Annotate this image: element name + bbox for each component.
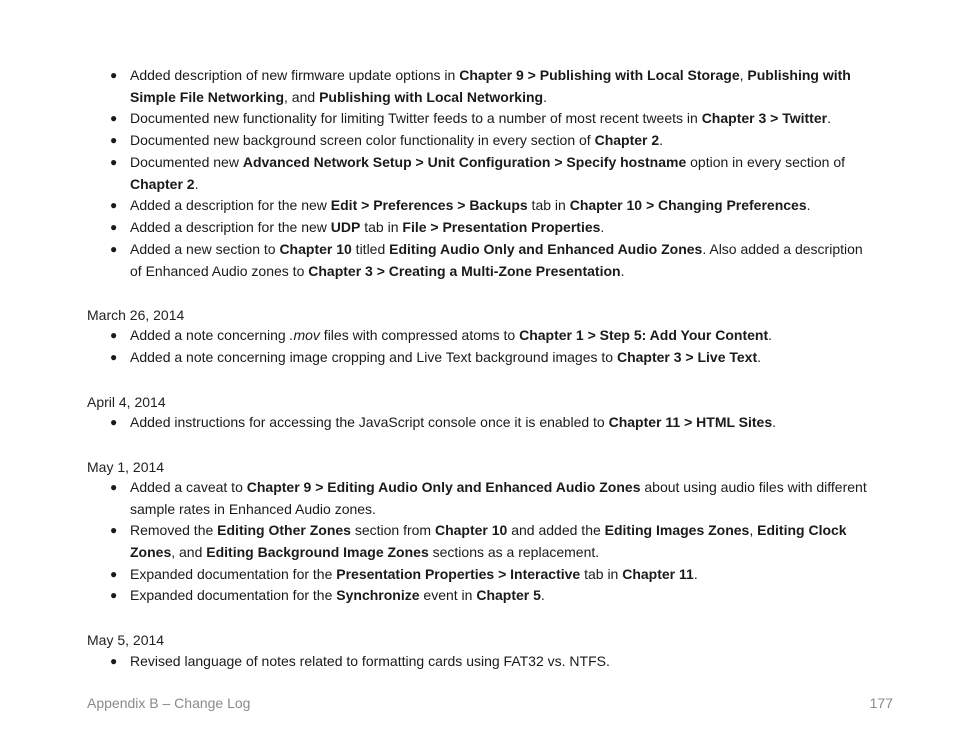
change-item bbox=[110, 108, 870, 130]
bold-reference: Publishing with Local Networking bbox=[319, 88, 544, 105]
bold-reference: Editing Audio Only and Enhanced Audio Zones bbox=[389, 241, 703, 257]
text-run: tab in bbox=[360, 219, 403, 235]
text-run: Removed the bbox=[130, 522, 218, 538]
text-run: Expanded documentation for the bbox=[130, 587, 337, 603]
text-run: files with compressed atoms to bbox=[319, 327, 520, 343]
bold-reference: Advanced Network Setup > Unit Configuration > Specify hostname bbox=[242, 154, 687, 170]
text-run: . bbox=[772, 414, 777, 430]
bullet-icon: ● bbox=[110, 567, 118, 581]
text-run: Added a caveat to bbox=[130, 479, 247, 495]
text-run: . bbox=[757, 349, 762, 365]
change-item bbox=[110, 65, 870, 108]
bold-reference: File > Presentation Properties bbox=[402, 219, 601, 235]
bold-reference: Publishing with Simple File Networking bbox=[130, 67, 851, 105]
text-run: . bbox=[194, 175, 199, 192]
footer-title: Appendix B – Change Log bbox=[87, 695, 251, 711]
change-item bbox=[110, 152, 870, 195]
bold-reference: Chapter 2 bbox=[130, 175, 195, 192]
change-item bbox=[110, 564, 870, 586]
bold-reference: Chapter 3 > Creating a Multi-Zone Presentation bbox=[308, 262, 621, 279]
text-run: . bbox=[543, 88, 547, 105]
section-date: May 5, 2014 bbox=[87, 632, 165, 648]
bold-reference: Chapter 10 > Changing Preferences bbox=[569, 197, 807, 213]
text-run: about using audio files with different sample rates in Enhanced Audio zones. bbox=[130, 479, 867, 517]
change-item bbox=[110, 477, 870, 520]
text-run: tab in bbox=[527, 197, 570, 213]
section-date: March 26, 2014 bbox=[87, 307, 185, 323]
text-run: Expanded documentation for the bbox=[130, 566, 337, 582]
text-run: event in bbox=[419, 587, 477, 603]
text-run: section from bbox=[350, 522, 435, 538]
text-run: Documented new functionality for limiting Twitter feeds to a number of most recent tweets in bbox=[130, 110, 702, 126]
text-run: . bbox=[659, 132, 664, 148]
text-run: , bbox=[749, 522, 758, 538]
bullet-icon: ● bbox=[110, 523, 118, 537]
text-run: . bbox=[540, 587, 545, 603]
bullet-icon: ● bbox=[110, 328, 118, 342]
bold-reference: Editing Other Zones bbox=[217, 522, 351, 538]
bold-reference: Chapter 1 > Step 5: Add Your Content bbox=[519, 327, 769, 343]
italic-term: .mov bbox=[289, 327, 320, 343]
text-run: Documented new background screen color functionality in every section of bbox=[130, 132, 595, 148]
change-item bbox=[110, 130, 870, 152]
text-run: . bbox=[600, 219, 605, 235]
text-run: Added description of new firmware update options in bbox=[130, 67, 460, 83]
bold-reference: Chapter 5 bbox=[476, 587, 541, 603]
bullet-icon: ● bbox=[110, 198, 118, 212]
change-item bbox=[110, 412, 870, 434]
bold-reference: Synchronize bbox=[336, 587, 420, 603]
text-run: Added a note concerning bbox=[130, 327, 290, 343]
text-run: Documented new bbox=[130, 154, 243, 170]
bold-reference: Editing Images Zones bbox=[604, 522, 750, 538]
text-run: and added the bbox=[507, 522, 605, 538]
bullet-icon: ● bbox=[110, 350, 118, 364]
bold-reference: Chapter 11 > HTML Sites bbox=[608, 414, 773, 430]
text-run: Added a note concerning image cropping and Live Text background images to bbox=[130, 349, 617, 365]
bold-reference: Presentation Properties > Interactive bbox=[336, 566, 581, 582]
bullet-icon: ● bbox=[110, 588, 118, 602]
bold-reference: Chapter 3 > Twitter bbox=[701, 110, 828, 126]
bold-reference: Chapter 3 > Live Text bbox=[616, 349, 758, 365]
change-item bbox=[110, 520, 870, 563]
page-number: 177 bbox=[869, 695, 893, 711]
bold-reference: UDP bbox=[330, 219, 361, 235]
text-run: titled bbox=[351, 241, 390, 257]
bold-reference: Chapter 10 bbox=[279, 241, 352, 257]
bullet-icon: ● bbox=[110, 480, 118, 494]
bold-reference: Editing Background Image Zones bbox=[206, 543, 429, 560]
change-item bbox=[110, 585, 870, 607]
text-run: . bbox=[806, 197, 811, 213]
bold-reference: Chapter 10 bbox=[434, 522, 508, 538]
text-run: Revised language of notes related to formatting cards using FAT32 vs. NTFS. bbox=[130, 653, 610, 669]
change-item bbox=[110, 195, 870, 217]
text-run: Added a description for the new bbox=[130, 197, 331, 213]
text-run: Added a new section to bbox=[130, 241, 280, 257]
bold-reference: Chapter 2 bbox=[594, 132, 660, 148]
bold-reference: Chapter 9 > Publishing with Local Storage bbox=[459, 67, 740, 83]
bullet-icon: ● bbox=[110, 654, 118, 668]
text-run: , and bbox=[284, 88, 320, 105]
text-run: . Also added a description of Enhanced Audio zones to bbox=[130, 241, 863, 279]
text-run: . bbox=[620, 262, 625, 279]
bullet-icon: ● bbox=[110, 111, 118, 125]
bullet-icon: ● bbox=[110, 415, 118, 429]
bold-reference: Editing Clock Zones bbox=[130, 522, 847, 560]
text-run: , bbox=[739, 67, 748, 83]
change-item bbox=[110, 239, 870, 282]
text-run: . bbox=[768, 327, 773, 343]
text-run: Added a description for the new bbox=[130, 219, 331, 235]
bullet-icon: ● bbox=[110, 155, 118, 169]
bullet-icon: ● bbox=[110, 220, 118, 234]
text-run: Added instructions for accessing the JavaScript console once it is enabled to bbox=[130, 414, 609, 430]
bold-reference: Chapter 11 bbox=[622, 566, 694, 582]
change-item bbox=[110, 651, 870, 673]
change-item bbox=[110, 325, 870, 347]
bullet-icon: ● bbox=[110, 133, 118, 147]
text-run: . bbox=[693, 566, 698, 582]
text-run: , and bbox=[171, 543, 207, 560]
text-run: . bbox=[827, 110, 831, 126]
bullet-icon: ● bbox=[110, 68, 118, 82]
bold-reference: Edit > Preferences > Backups bbox=[330, 197, 528, 213]
text-run: option in every section of bbox=[686, 154, 846, 170]
change-item bbox=[110, 217, 870, 239]
section-date: April 4, 2014 bbox=[87, 394, 166, 410]
text-run: sections as a replacement. bbox=[428, 543, 600, 560]
text-run: tab in bbox=[580, 566, 623, 582]
change-item bbox=[110, 347, 870, 369]
section-date: May 1, 2014 bbox=[87, 459, 165, 475]
bold-reference: Chapter 9 > Editing Audio Only and Enhanced Audio Zones bbox=[246, 479, 641, 495]
bullet-icon: ● bbox=[110, 242, 118, 256]
